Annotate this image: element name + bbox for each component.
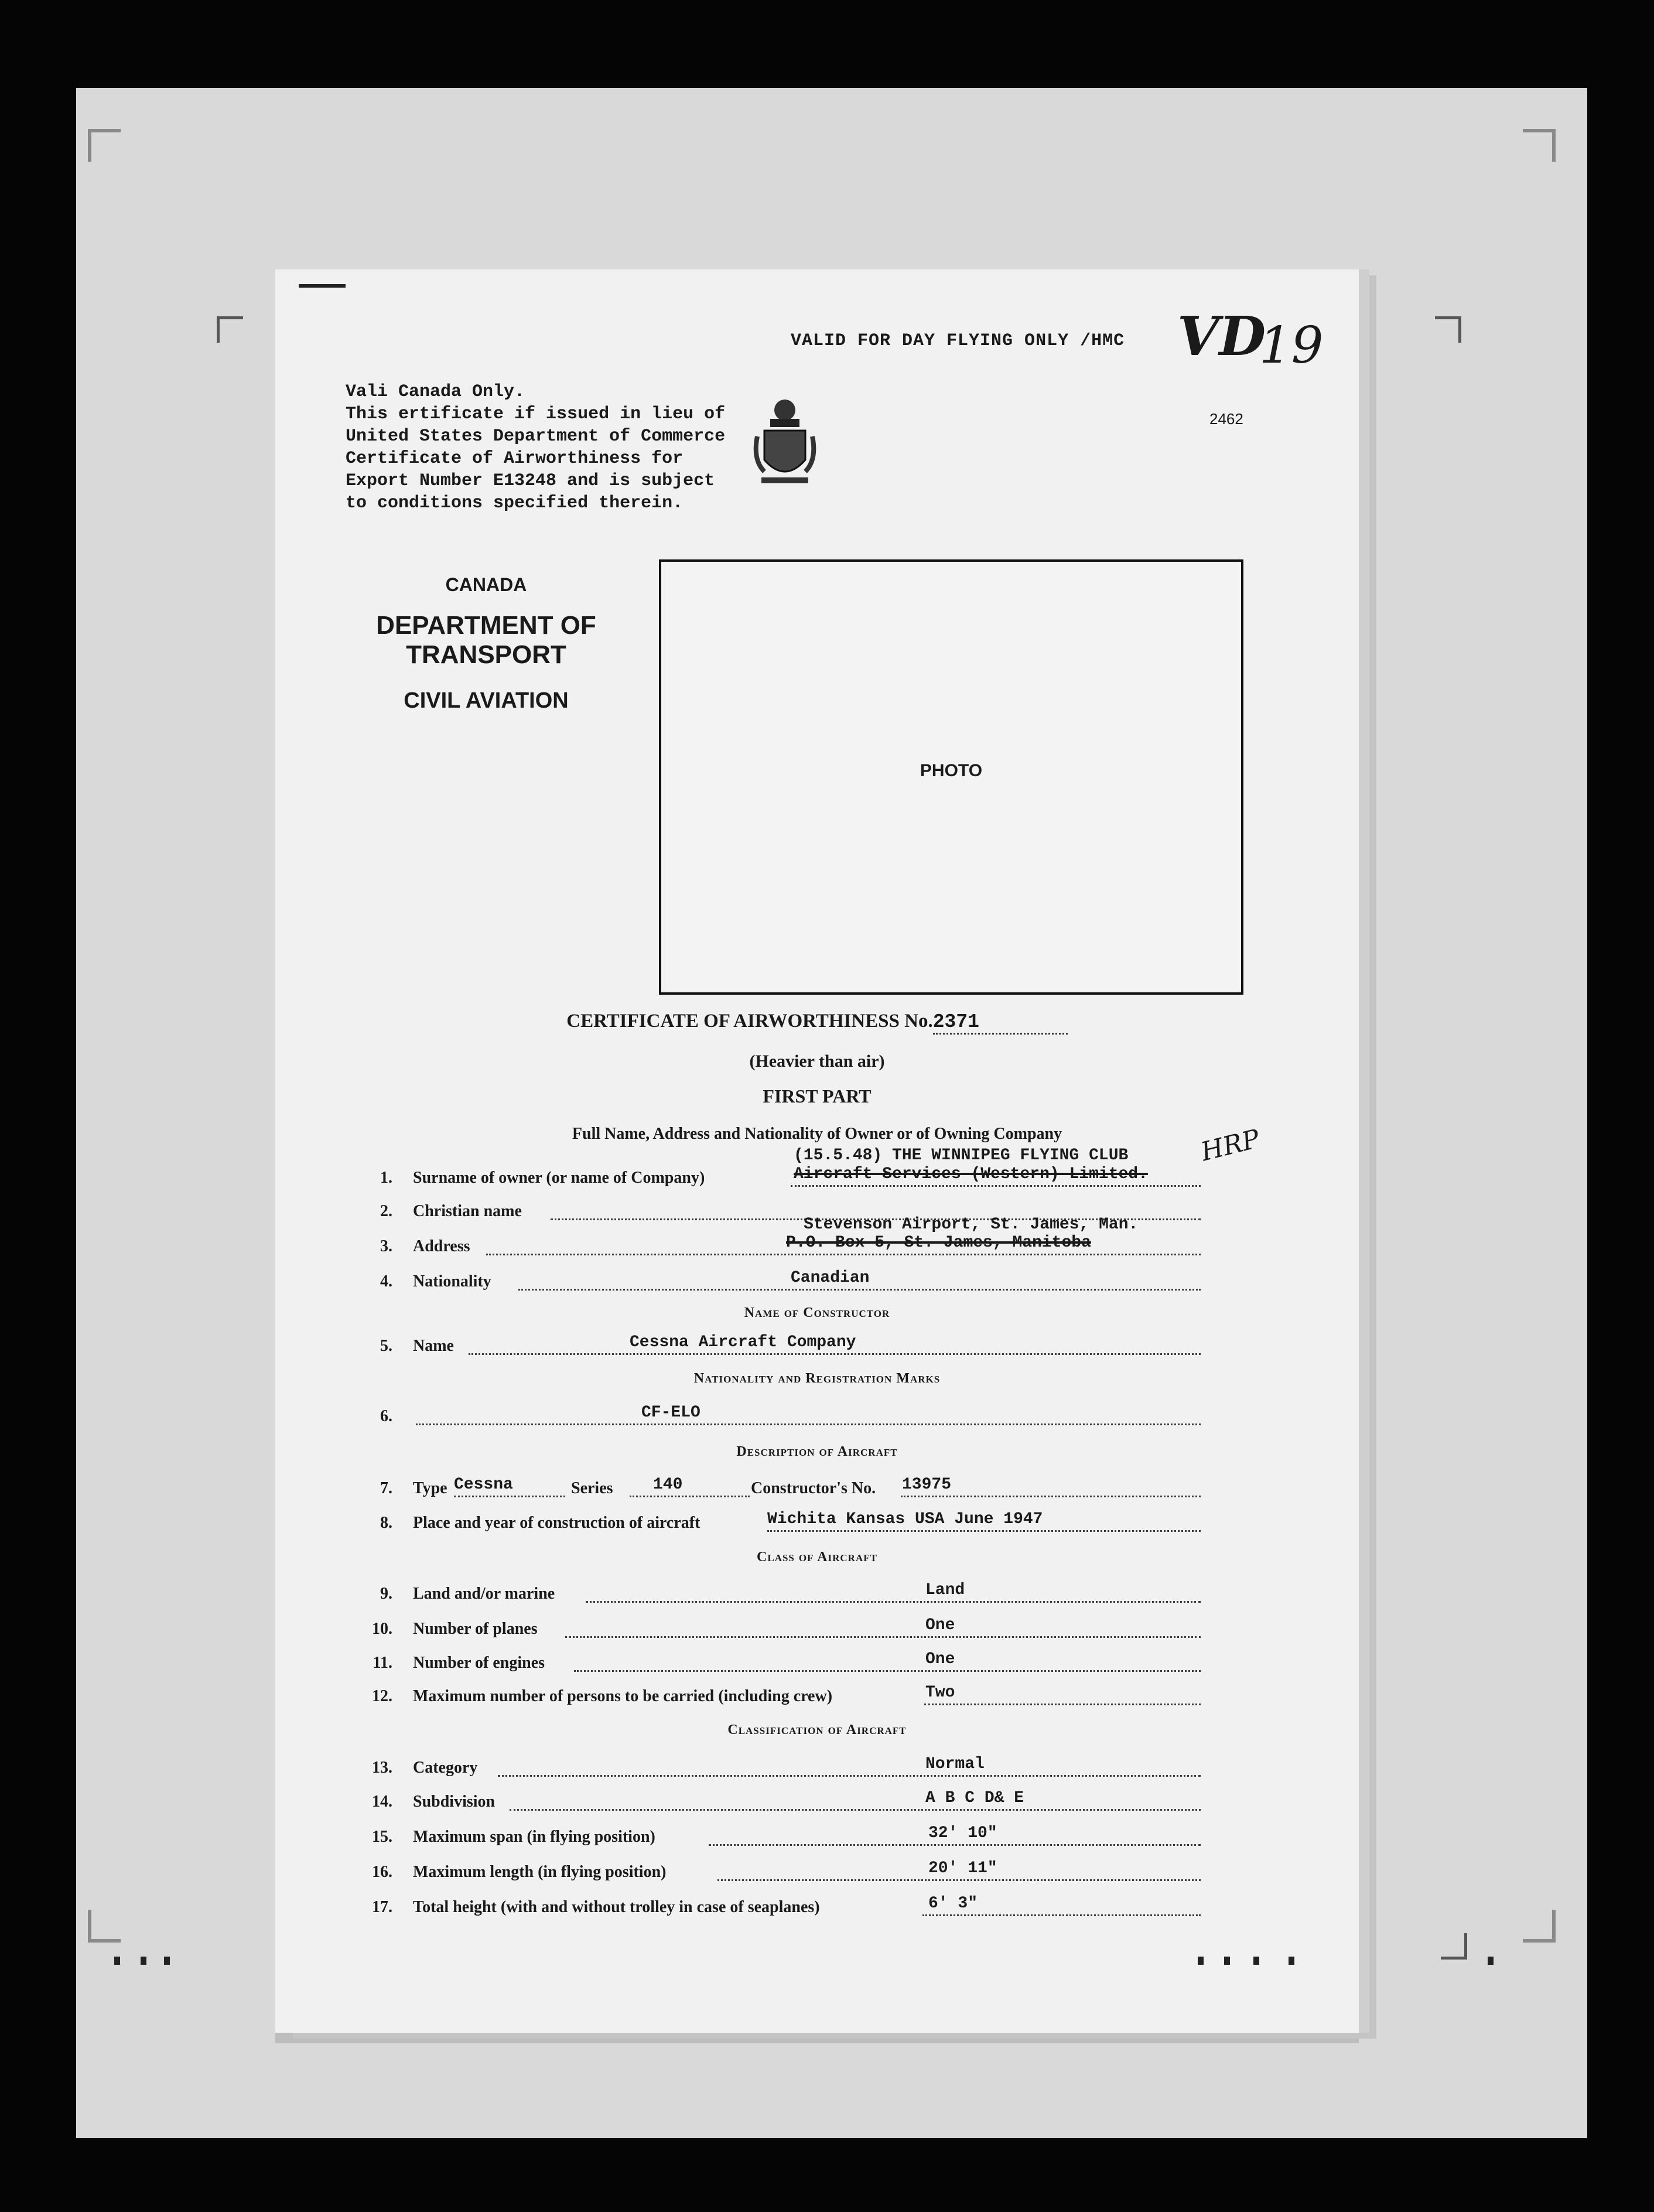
stamp-line: Vali Canada Only. bbox=[346, 382, 525, 402]
owner-surname-value: Aircraft Services (Western) Limited. bbox=[794, 1165, 1148, 1183]
row-number: 12. bbox=[372, 1687, 392, 1705]
first-part-heading: FIRST PART bbox=[763, 1085, 872, 1107]
registration-heading: Nationality and Registration Marks bbox=[693, 1371, 941, 1386]
constructor-no-value: 13975 bbox=[902, 1476, 952, 1494]
persons-value: Two bbox=[925, 1684, 955, 1702]
row-number: 9. bbox=[380, 1585, 392, 1603]
subdivision-value: A B C D& E bbox=[925, 1789, 1024, 1807]
row-label: Category bbox=[413, 1759, 478, 1777]
row-leader bbox=[510, 1793, 1201, 1811]
place-year-value: Wichita Kansas USA June 1947 bbox=[767, 1510, 1043, 1528]
classification-heading: Classification of Aircraft bbox=[727, 1722, 907, 1737]
row-number: 17. bbox=[372, 1898, 392, 1916]
row-number: 16. bbox=[372, 1863, 392, 1881]
row-number: 10. bbox=[372, 1620, 392, 1638]
handwritten-initials: HRP bbox=[1198, 1124, 1263, 1168]
row-number: 11. bbox=[373, 1654, 392, 1672]
description-heading: Description of Aircraft bbox=[736, 1444, 898, 1459]
constructor-no-label: Constructor's No. bbox=[751, 1479, 876, 1497]
row-label: Number of planes bbox=[413, 1620, 538, 1638]
edge-dot bbox=[1224, 1957, 1230, 1965]
height-value: 6' 3" bbox=[928, 1894, 978, 1913]
certificate-subtitle: (Heavier than air) bbox=[749, 1052, 885, 1071]
row-number: 8. bbox=[380, 1514, 392, 1532]
span-value: 32' 10" bbox=[928, 1824, 997, 1842]
row-leader bbox=[586, 1585, 1201, 1603]
edge-dot bbox=[1253, 1957, 1259, 1965]
edge-dot bbox=[114, 1957, 120, 1965]
land-marine-value: Land bbox=[925, 1581, 965, 1599]
branch-heading: CIVIL AVIATION bbox=[404, 688, 569, 713]
length-value: 20' 11" bbox=[928, 1859, 997, 1878]
row-leader bbox=[498, 1759, 1201, 1777]
type-label: Type bbox=[413, 1479, 447, 1497]
series-label: Series bbox=[571, 1479, 613, 1497]
handwritten-19: 19 bbox=[1259, 316, 1324, 375]
document-number: 2462 bbox=[1209, 410, 1243, 428]
owner-heading: Full Name, Address and Nationality of Owner or of Owning Company bbox=[572, 1125, 1062, 1143]
planes-value: One bbox=[925, 1616, 955, 1634]
owner-new-address: Stevenson Airport, St. James, Man. bbox=[804, 1216, 1139, 1234]
row-label: Land and/or marine bbox=[413, 1585, 555, 1603]
stamp-line: to conditions specified therein. bbox=[346, 493, 684, 513]
row-number: 15. bbox=[372, 1828, 392, 1846]
microfilm-edge-dots bbox=[0, 1957, 1654, 1968]
series-value: 140 bbox=[653, 1476, 683, 1494]
department-line2: TRANSPORT bbox=[406, 640, 566, 669]
sheet-edge-mark bbox=[299, 284, 346, 288]
row-number: 1. bbox=[380, 1169, 392, 1187]
row-label: Subdivision bbox=[413, 1793, 495, 1811]
edge-dot bbox=[1289, 1957, 1294, 1965]
row-leader bbox=[574, 1654, 1201, 1672]
class-heading: Class of Aircraft bbox=[757, 1549, 877, 1565]
type-value: Cessna bbox=[454, 1476, 513, 1494]
certificate-title bbox=[275, 1011, 1359, 1035]
edge-dot bbox=[164, 1957, 170, 1965]
edge-dot bbox=[1198, 1957, 1204, 1965]
row-label: Surname of owner (or name of Company) bbox=[413, 1169, 705, 1187]
stamp-line: Export Number E13248 and is subject bbox=[346, 471, 715, 491]
row-label: Name bbox=[413, 1337, 454, 1355]
row-leader bbox=[630, 1479, 750, 1497]
certificate-sheet bbox=[275, 269, 1359, 2033]
owner-amendment: (15.5.48) THE WINNIPEG FLYING CLUB bbox=[794, 1146, 1129, 1165]
row-label: Number of engines bbox=[413, 1654, 545, 1672]
row-number: 2. bbox=[380, 1202, 392, 1220]
row-number: 6. bbox=[380, 1407, 392, 1425]
row-label: Christian name bbox=[413, 1202, 522, 1220]
row-leader bbox=[416, 1407, 1201, 1425]
form-mark bbox=[1441, 1933, 1467, 1960]
form-mark bbox=[217, 316, 243, 343]
photo-label: PHOTO bbox=[920, 761, 983, 780]
row-label: Maximum length (in flying position) bbox=[413, 1863, 667, 1881]
registration-value: CF-ELO bbox=[641, 1404, 700, 1422]
crop-mark-bottom-right bbox=[1523, 1910, 1556, 1943]
crop-mark-top-right bbox=[1523, 129, 1556, 162]
row-number: 7. bbox=[380, 1479, 392, 1497]
row-number: 13. bbox=[372, 1759, 392, 1777]
edge-dot bbox=[1488, 1957, 1494, 1965]
crop-mark-bottom-left bbox=[88, 1910, 121, 1943]
row-leader bbox=[924, 1687, 1201, 1705]
row-label: Maximum span (in flying position) bbox=[413, 1828, 655, 1846]
row-label: Total height (with and without trolley in case of seaplanes) bbox=[413, 1898, 820, 1916]
department-block bbox=[369, 574, 603, 714]
department-line1: DEPARTMENT OF bbox=[376, 611, 596, 640]
photo-box bbox=[659, 559, 1243, 995]
row-number: 3. bbox=[380, 1237, 392, 1255]
coat-of-arms-icon bbox=[753, 395, 817, 489]
row-label: Maximum number of persons to be carried (including crew) bbox=[413, 1687, 833, 1705]
row-number: 5. bbox=[380, 1337, 392, 1355]
form-mark bbox=[1435, 316, 1461, 343]
row-number: 4. bbox=[380, 1272, 392, 1291]
certificate-title-text: CERTIFICATE OF AIRWORTHINESS No. bbox=[566, 1011, 933, 1032]
certificate-number: 2371 bbox=[933, 1011, 1068, 1035]
engines-value: One bbox=[925, 1650, 955, 1668]
stamp-line: Certificate of Airworthiness for bbox=[346, 449, 684, 469]
stamp-line: This ertificate if issued in lieu of bbox=[346, 404, 726, 424]
constructor-heading: Name of Constructor bbox=[744, 1305, 890, 1320]
crop-mark-top-left bbox=[88, 129, 121, 162]
nationality-value: Canadian bbox=[791, 1269, 870, 1287]
address-value: P.O. Box 5, St. James, Manitoba bbox=[786, 1234, 1091, 1252]
validity-stamp bbox=[346, 381, 756, 514]
row-label: Nationality bbox=[413, 1272, 491, 1291]
row-label: Place and year of construction of aircraft bbox=[413, 1514, 700, 1532]
row-label: Address bbox=[413, 1237, 470, 1255]
handwritten-vd: VD bbox=[1177, 305, 1266, 368]
country-heading: CANADA bbox=[445, 574, 527, 595]
category-value: Normal bbox=[925, 1755, 985, 1773]
constructor-value: Cessna Aircraft Company bbox=[630, 1333, 856, 1351]
valid-day-flying-stamp: VALID FOR DAY FLYING ONLY /HMC bbox=[791, 331, 1125, 351]
row-leader bbox=[565, 1620, 1201, 1638]
edge-dot bbox=[141, 1957, 146, 1965]
row-number: 14. bbox=[372, 1793, 392, 1811]
stamp-line: United States Department of Commerce bbox=[346, 426, 726, 446]
